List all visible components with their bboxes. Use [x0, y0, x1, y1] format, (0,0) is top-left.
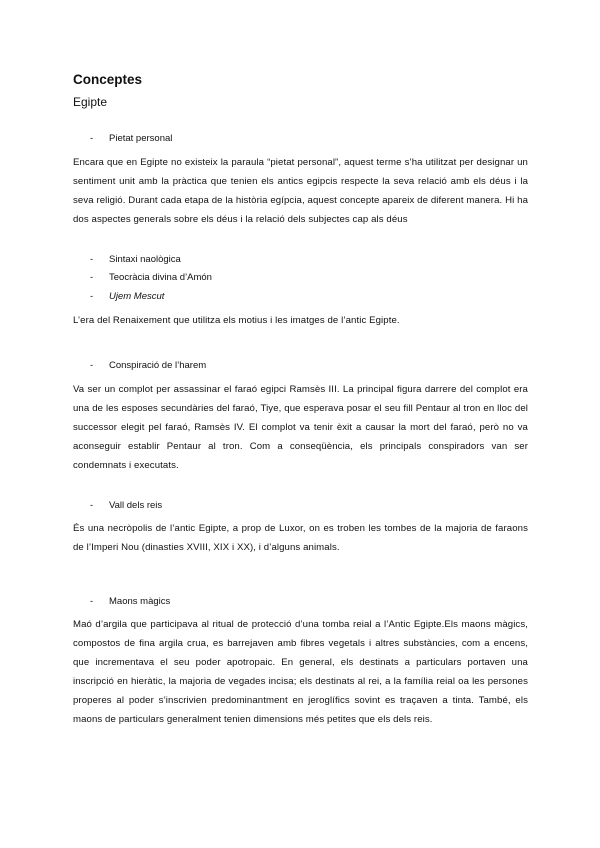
list-item-label: Ujem Mescut — [109, 291, 165, 302]
bullet-maons — [90, 596, 170, 607]
paragraph-vall: És una necròpolis de l’antic Egipte, a prop de Luxor, on es troben les tombes de la majoria de faraons de l’Imperi Nou (dinasties XVIII, XIX i XX), i d’alguns animals. — [73, 523, 528, 553]
list-item — [90, 272, 212, 283]
bullet-dash: - — [90, 272, 94, 283]
bullet-dash: - — [90, 360, 94, 371]
bullet-label: Maons màgics — [109, 596, 171, 607]
bullet-dash: - — [90, 133, 94, 144]
bullet-label: Vall dels reis — [109, 500, 163, 511]
paragraph-pietat: Encara que en Egipte no existeix la paraula “pietat personal”, aquest terme s’ha utilitzat per designar un sentiment unit amb la pràctica que tenien els antics egipcis respecte la seva relació amb els déus i la seva religió. Durant cada etapa de la història egípcia, aquest concepte apareix de diferent manera. Hi ha dos aspectes generals sobre els déus i la relació dels subjectes cap als déus — [73, 157, 528, 225]
bullet-pietat — [90, 133, 172, 144]
bullet-label: Conspiració de l’harem — [109, 360, 207, 371]
bullet-vall — [90, 500, 162, 511]
list-item-label: Teocràcia divina d’Amón — [109, 272, 212, 283]
list-item-label: Sintaxi naològica — [109, 254, 181, 265]
bullet-harem — [90, 360, 206, 371]
page-title: Conceptes — [73, 72, 143, 87]
bullet-dash: - — [90, 500, 94, 511]
page-subtitle: Egipte — [73, 95, 108, 109]
list-item — [90, 254, 181, 265]
bullet-dash: - — [90, 291, 94, 302]
bullet-dash: - — [90, 596, 94, 607]
paragraph-harem: Va ser un complot per assassinar el faraó egipci Ramsès III. La principal figura darrere del complot era una de les esposes secundàries del faraó, Tiye, que esperava posar el seu fill Pentaur al tron en lloc del successor elegit pel faraó, Ramsès IV. El complot va tenir èxit a causar la mort del faraó, però no va aconseguir establir Pentaur al tron. Com a conseqüència, els principals conspiradors van ser condemnats i executats. — [73, 384, 528, 471]
paragraph-maons: Maó d’argila que participava al ritual de protecció d’una tomba reial a l’Antic Egipte.Els maons màgics, compostos de fina argila crua, es barrejaven amb fibres vegetals i altres substàncies, com a encens, que incrementava el seu poder apotropaic. En general, els destinats a particulars portaven una inscripció en hieràtic, la majoria de vegades incisa; els destinats al rei, a la família reial oa les persones properes al poder s’inscrivien predominantment en jeroglífics sovint es traçaven a tinta. També, els maons de particulars generalment tenien dimensions més petites que els dels reis. — [73, 619, 528, 725]
paragraph-renaixement: L’era del Renaixement que utilitza els motius i les imatges de l’antic Egipte. — [73, 315, 400, 326]
bullet-label: Pietat personal — [109, 133, 173, 144]
bullet-dash: - — [90, 254, 94, 265]
list-item — [90, 291, 164, 302]
